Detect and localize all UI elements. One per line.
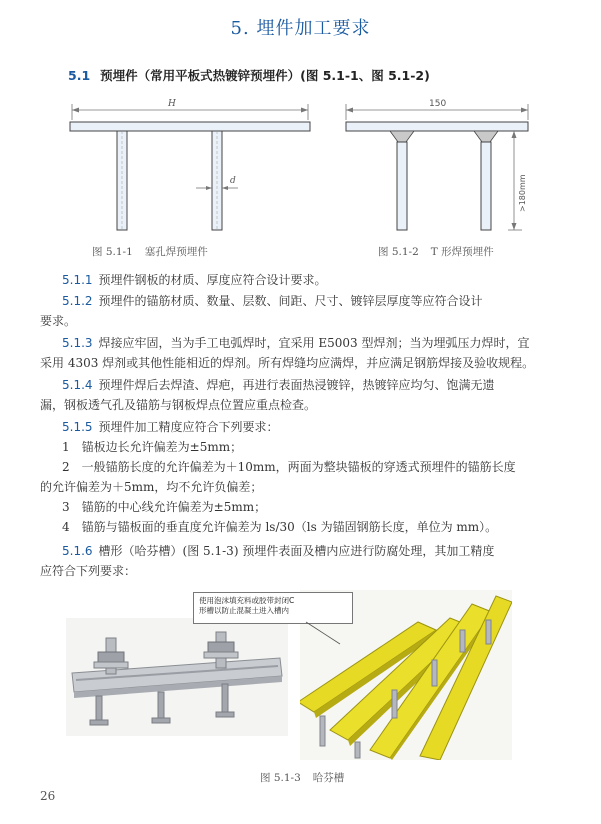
paragraph-number: 5.1.5 (62, 420, 93, 434)
figure-caption-5-1-2 (378, 244, 494, 259)
paragraph-text: 预埋件的锚筋材质、数量、层数、间距、尺寸、镀锌层厚度等应符合设计 (98, 294, 483, 308)
paragraph-5-1-4 (40, 375, 585, 415)
paragraph-text: 预埋件加工精度应符合下列要求： (98, 420, 279, 434)
list-item: 4 锚筋与锚板面的垂直度允许偏差为 ls/30（ls 为锚固钢筋长度，单位为 mm）。 (62, 520, 498, 534)
paragraph-5-1-6 (40, 541, 585, 581)
paragraph-line (40, 375, 585, 395)
figure-title: 塞孔焊预埋件 (144, 246, 208, 258)
section-heading (68, 66, 430, 84)
figure-label: 图 5.1-3 (260, 772, 301, 784)
page-title: 5. 埋件加工要求 (230, 18, 371, 39)
figure-caption-5-1-1 (92, 244, 208, 259)
paragraph-number: 5.1.3 (62, 336, 93, 350)
paragraph-line (40, 291, 585, 311)
paragraph-5-1-2 (40, 291, 585, 331)
halfen-channel-photo (66, 618, 288, 736)
figure-caption-5-1-3 (260, 770, 344, 785)
figure-t-weld-embed (338, 90, 538, 250)
list-item: 2 一般锚筋长度的允许偏差为＋10mm，两面为整块锚板的穿透式预埋件的锚筋长度 (62, 460, 516, 474)
figure-label: 图 5.1-1 (92, 246, 133, 258)
paragraph-5-1-1 (40, 270, 585, 290)
callout-leader-line (300, 620, 360, 650)
figure-plug-weld-embed (60, 90, 320, 250)
dimension-180-label: >180mm (518, 174, 527, 212)
figure-title: T 形焊预埋件 (430, 246, 494, 258)
paragraph-line (40, 333, 585, 353)
dimension-d-label: d (230, 176, 236, 186)
figure-label: 图 5.1-2 (378, 246, 419, 258)
section-number: 5.1 (68, 68, 91, 83)
list-item-continuation: 的允许偏差为＋5mm，均不允许负偏差； (40, 480, 263, 494)
paragraph-text: 预埋件焊后去焊渣、焊疤，再进行表面热浸镀锌，热镀锌应均匀、饱满无遗 (98, 378, 495, 392)
paragraph-line (40, 541, 585, 561)
paragraph-number: 5.1.4 (62, 378, 93, 392)
paragraph-number: 5.1.6 (62, 544, 93, 558)
paragraph-number: 5.1.1 (62, 273, 93, 287)
paragraph-number: 5.1.2 (62, 294, 93, 308)
section-title: 预埋件（常用平板式热镀锌预埋件）(图 5.1-1、图 5.1-2) (100, 68, 430, 83)
paragraph-line: 应符合下列要求： (40, 564, 137, 578)
paragraph-text: 预埋件钢板的材质、厚度应符合设计要求。 (98, 273, 327, 287)
paragraph-line: 漏，钢板透气孔及锚筋与钢板焊点位置应重点检查。 (40, 398, 317, 412)
dimension-h-label: H (168, 99, 176, 109)
paragraph-5-1-5 (40, 417, 585, 537)
paragraph-line (40, 417, 585, 437)
page-number: 26 (40, 789, 56, 803)
paragraph-5-1-3 (40, 333, 585, 373)
paragraph-text: 槽形（哈芬槽）(图 5.1-3) 预埋件表面及槽内应进行防腐处理，其加工精度 (98, 544, 495, 558)
dimension-150-label: 150 (429, 99, 447, 109)
figure-title: 哈芬槽 (312, 772, 345, 784)
paragraph-line: 要求。 (40, 314, 77, 328)
list-item: 3 锚筋的中心线允许偏差为±5mm； (62, 500, 267, 514)
paragraph-line (40, 270, 585, 290)
callout-line: 形槽以防止混凝土进入槽内 (199, 606, 289, 615)
paragraph-line: 采用 4303 焊剂或其他性能相近的焊剂。所有焊缝均应满焊，并应满足钢筋焊接及验收规程。 (40, 356, 535, 370)
list-item: 1 锚板边长允许偏差为±5mm； (62, 440, 243, 454)
paragraph-text: 焊接应牢固，当为手工电弧焊时，宜采用 E5003 型焊剂；当为埋弧压力焊时，宜 (98, 336, 530, 350)
callout-line: 使用泡沫填充料或胶带封闭C (199, 596, 295, 605)
